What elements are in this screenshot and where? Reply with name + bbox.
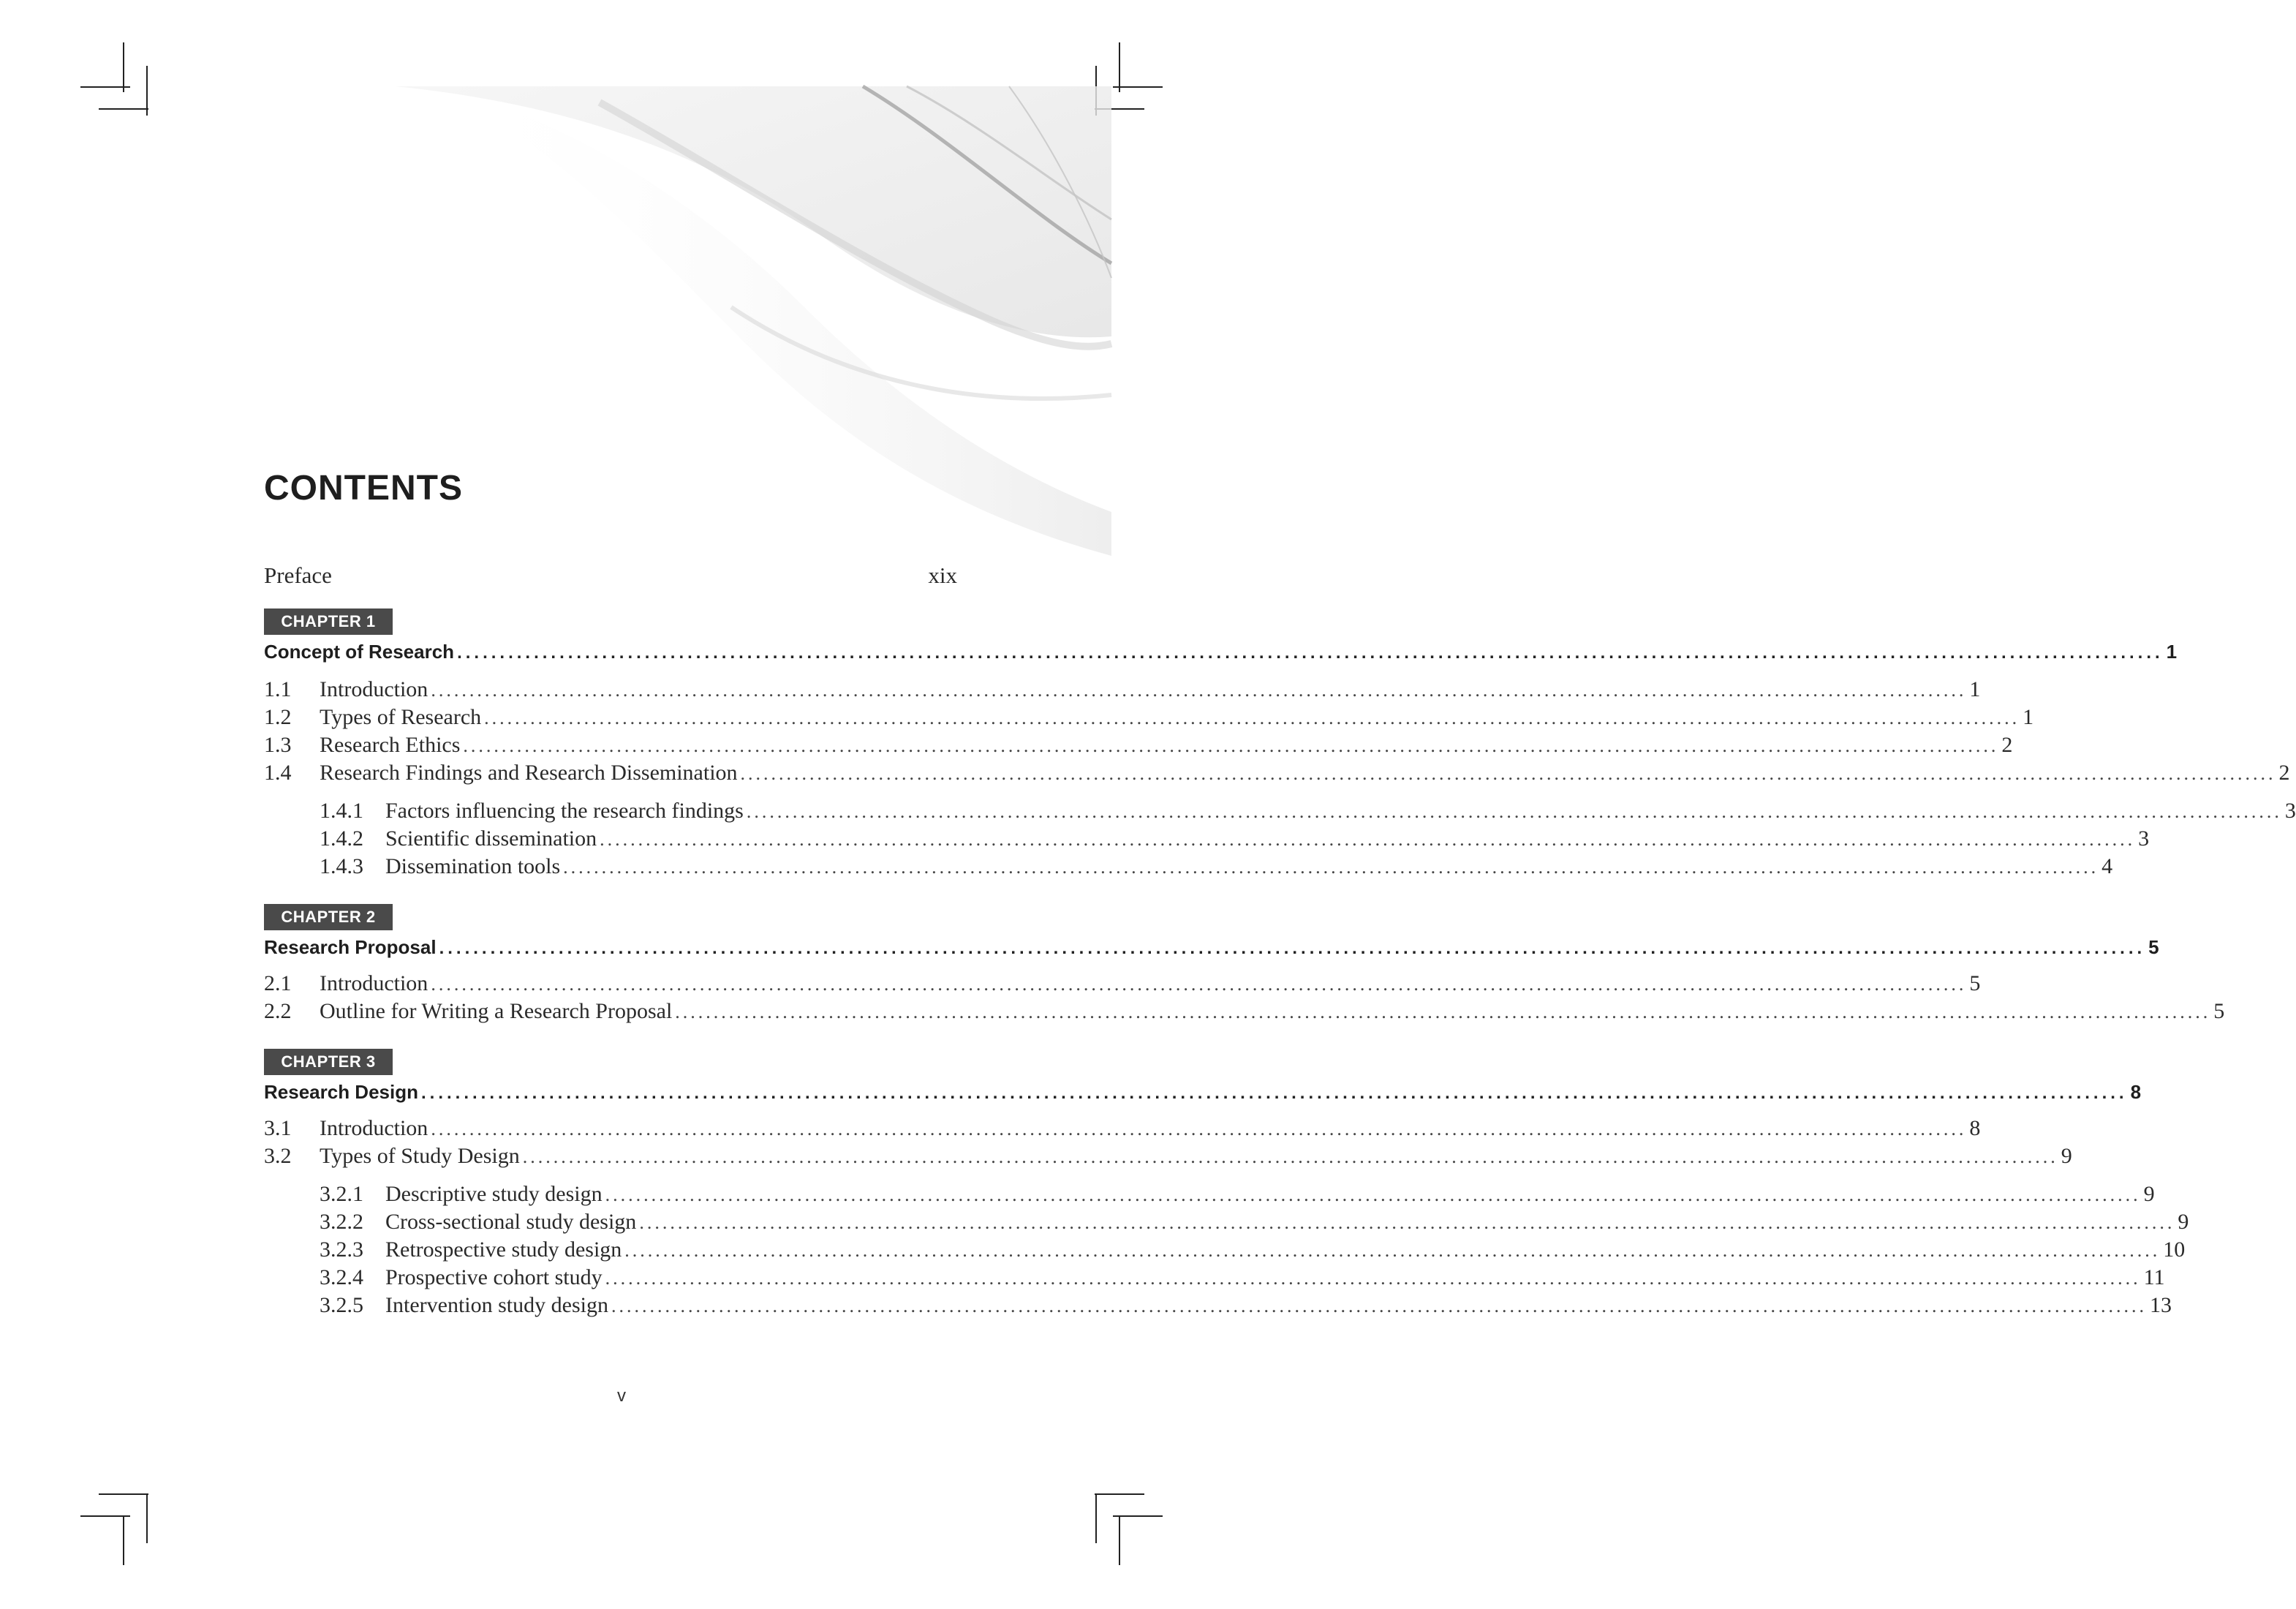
toc-subsection-number: 1.4.2 — [320, 826, 363, 851]
toc-section-entry[interactable] — [264, 705, 2034, 731]
toc-page-number: 3 — [2138, 826, 2150, 851]
toc-page-number: 13 — [2149, 1293, 2172, 1317]
toc-section-entry[interactable] — [264, 677, 1981, 703]
toc-page-number: 1 — [1969, 677, 1981, 701]
toc-subsection-title: Prospective cohort study — [385, 1265, 603, 1289]
toc-chapter-entry[interactable] — [264, 935, 2159, 961]
toc-subsection-number: 1.4.3 — [320, 854, 363, 878]
toc-section-title: Types of Research — [320, 705, 482, 729]
crop-mark — [146, 1493, 148, 1543]
crop-mark — [1095, 1493, 1144, 1495]
toc-page-number: 10 — [2163, 1237, 2186, 1262]
toc-subsection-number: 3.2.1 — [320, 1182, 363, 1206]
toc-section-title: Introduction — [320, 1116, 428, 1140]
toc-section-number: 1.3 — [264, 733, 292, 757]
toc-chapter-title: Research Proposal — [264, 936, 437, 958]
toc-section-title: Research Findings and Research Dissemination — [320, 761, 738, 785]
toc-page-number: 1 — [2166, 641, 2178, 663]
toc-subsection-number: 1.4.1 — [320, 799, 363, 823]
toc-page-number: 3 — [2284, 799, 2296, 823]
toc-page-number: 2 — [2278, 761, 2290, 785]
toc-section-number: 1.4 — [264, 761, 292, 785]
crop-mark — [1095, 1493, 1097, 1543]
toc-page-number: 5 — [1969, 971, 1981, 995]
chapter-badge: CHAPTER 1 — [264, 608, 393, 635]
toc-section-number: 1.1 — [264, 677, 292, 701]
page-folio: v — [617, 1386, 626, 1406]
toc-section-entry[interactable] — [264, 761, 2290, 786]
toc-subsection-entry[interactable] — [320, 799, 2296, 824]
toc-page-number: 2 — [2001, 733, 2013, 757]
toc-subsection-title: Dissemination tools — [385, 854, 561, 878]
toc-page-number: 5 — [2148, 936, 2159, 958]
toc-subsection-title: Descriptive study design — [385, 1182, 603, 1206]
decorative-swoosh-graphic — [0, 0, 1243, 556]
toc-subsection-number: 3.2.5 — [320, 1293, 363, 1317]
toc-subsection-number: 3.2.3 — [320, 1237, 363, 1262]
chapter-badge: CHAPTER 2 — [264, 904, 393, 930]
toc-entry-title: Preface — [264, 562, 332, 588]
toc-section-number: 1.2 — [264, 705, 292, 729]
toc-section-number: 3.2 — [264, 1144, 292, 1168]
toc-section-entry[interactable] — [264, 733, 2013, 758]
crop-mark — [99, 1493, 148, 1495]
toc-page-number: 5 — [2213, 999, 2225, 1023]
toc-page-number: 4 — [2101, 854, 2113, 878]
dot-leader: ........................................................................................................................................................................................................ — [431, 679, 1967, 701]
toc-section-entry[interactable] — [264, 1144, 2072, 1169]
toc-page-number: 11 — [2143, 1265, 2165, 1289]
toc-subsection-title: Retrospective study design — [385, 1237, 622, 1262]
toc-subsection-title: Factors influencing the research findings — [385, 799, 744, 823]
dot-leader: ........................................................................................................................................................................................................ — [431, 973, 1967, 995]
dot-leader: ........................................................................................................................................................................................................ — [463, 735, 1999, 756]
toc-subsection-entry[interactable] — [320, 1293, 2172, 1319]
toc-page-number: xix — [928, 562, 957, 588]
toc-chapter-entry[interactable] — [264, 639, 2178, 666]
dot-leader: ........................................................................................................................................................................................................ — [624, 1240, 2161, 1261]
toc-subsection-number: 3.2.4 — [320, 1265, 363, 1289]
toc-page-number: 9 — [2061, 1144, 2072, 1168]
dot-leader: ........................................................................................................................................................................................................ — [484, 707, 2020, 728]
toc-section-entry[interactable] — [264, 999, 2225, 1025]
dot-leader: ........................................................................................................................................................................................................ — [740, 763, 2276, 784]
toc-section-title: Types of Study Design — [320, 1144, 520, 1168]
toc-page-number: 9 — [2143, 1182, 2155, 1206]
toc-section-title: Introduction — [320, 971, 428, 995]
crop-mark — [1119, 1515, 1120, 1565]
toc-chapter-entry[interactable] — [264, 1079, 2142, 1106]
toc-section-entry[interactable] — [264, 1116, 1981, 1142]
toc-subsection-title: Scientific dissemination — [385, 826, 597, 851]
chapter-badge: CHAPTER 3 — [264, 1049, 393, 1075]
toc-entry-preface[interactable] — [264, 563, 957, 588]
toc-subsection-title: Cross-sectional study design — [385, 1210, 637, 1234]
toc-page-number: 9 — [2178, 1210, 2189, 1234]
toc-subsection-entry[interactable] — [320, 1182, 2155, 1207]
dot-leader: ........................................................................................................................................................................................................ — [605, 1267, 2141, 1289]
dot-leader: ........................................................................................................................................................................................................ — [639, 1212, 2175, 1233]
toc-section-number: 3.1 — [264, 1116, 292, 1140]
toc-section-title: Introduction — [320, 677, 428, 701]
dot-leader: ........................................................................................................................................................................................................ — [611, 1295, 2147, 1316]
toc-chapter-title: Research Design — [264, 1081, 418, 1103]
dot-leader: ........................................................................................................................................................................................................ — [457, 643, 2164, 663]
toc-chapter-title: Concept of Research — [264, 641, 455, 663]
dot-leader: ........................................................................................................................................................................................................ — [605, 1184, 2141, 1205]
toc-subsection-title: Intervention study design — [385, 1293, 608, 1317]
toc-subsection-entry[interactable] — [320, 826, 2150, 852]
dot-leader: ........................................................................................................................................................................................................ — [522, 1146, 2058, 1167]
toc-subsection-entry[interactable] — [320, 1265, 2165, 1291]
toc-section-title: Outline for Writing a Research Proposal — [320, 999, 673, 1023]
toc-subsection-entry[interactable] — [320, 854, 2113, 880]
toc-section-number: 2.1 — [264, 971, 292, 995]
dot-leader: ........................................................................................................................................................................................................ — [746, 801, 2282, 822]
toc-page-number: 8 — [1969, 1116, 1981, 1140]
toc-subsection-number: 3.2.2 — [320, 1210, 363, 1234]
dot-leader: ........................................................................................................................................................................................................ — [439, 938, 2146, 958]
toc-section-number: 2.2 — [264, 999, 292, 1023]
dot-leader: ........................................................................................................................................................................................................ — [600, 829, 2136, 850]
dot-leader: ........................................................................................................................................................................................................ — [431, 1118, 1967, 1139]
toc-page-number: 8 — [2130, 1081, 2142, 1103]
toc-section-title: Research Ethics — [320, 733, 461, 757]
crop-mark — [123, 1515, 124, 1565]
dot-leader: ........................................................................................................................................................................................................ — [563, 856, 2099, 878]
toc-subsection-entry[interactable] — [320, 1237, 2186, 1263]
crop-mark — [1113, 1515, 1163, 1517]
dot-leader: ........................................................................................................................................................................................................ — [420, 1083, 2128, 1103]
dot-leader: ........................................................................................................................................................................................................ — [675, 1001, 2211, 1022]
toc-page-number: 1 — [2023, 705, 2034, 729]
toc-section-entry[interactable] — [264, 971, 1981, 997]
toc-subsection-entry[interactable] — [320, 1210, 2189, 1235]
page-title: CONTENTS — [264, 469, 463, 508]
